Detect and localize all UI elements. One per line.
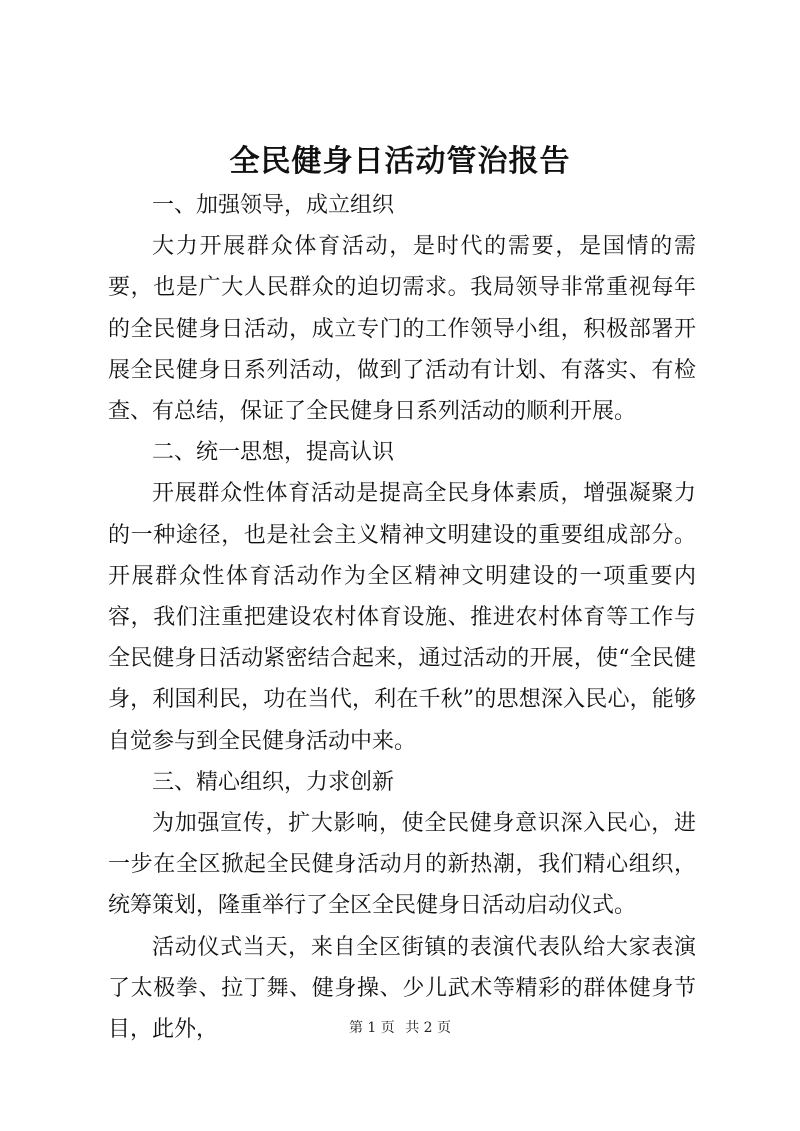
section-3-paragraph-1: 为加强宣传，扩大影响，使全民健身意识深入民心，进一步在全区掀起全民健身活动月的新热潮，我们精心组织，统筹策划，隆重举行了全区全民健身日活动启动仪式。: [108, 811, 696, 919]
page-number: 第 1 页: [348, 1020, 395, 1036]
page-footer: [0, 1018, 800, 1038]
document-title: 全民健身日活动管治报告: [229, 144, 571, 179]
section-heading-3: 三、精心组织，力求创新: [152, 769, 395, 795]
document-body: [108, 185, 696, 1050]
section-heading-1: 一、加强领导，成立组织: [152, 193, 395, 218]
page-total: 共 2 页: [405, 1020, 452, 1036]
section-3-paragraph-2: 活动仪式当天，来自全区街镇的表演代表队给大家表演了太极拳、拉丁舞、健身操、少儿武术等精彩的群体健身节目，此外，: [108, 934, 696, 1043]
section-2-paragraph-1: 开展群众性体育活动是提高全民身体素质，增强凝聚力的一种途径，也是社会主义精神文明建设的重要组成部分。开展群众性体育活动作为全区精神文明建设的一项重要内容，我们注重把建设农村体育设施、推进农村体育等工作与全民健身日活动紧密结合起来，通过活动的开展，使“全民健身，利国利民，功在当代，利在千秋”的思想深入民心，能够自觉参与到全民健身活动中来。: [108, 481, 696, 754]
section-1-paragraph-1: 大力开展群众体育活动，是时代的需要，是国情的需要，也是广大人民群众的迫切需求。我局领导非常重视每年的全民健身日活动，成立专门的工作领导小组，积极部署开展全民健身日系列活动，做到了活动有计划、有落实、有检查、有总结，保证了全民健身日系列活动的顺利开展。: [108, 234, 696, 425]
section-heading-2: 二、统一思想，提高认识: [152, 440, 395, 466]
